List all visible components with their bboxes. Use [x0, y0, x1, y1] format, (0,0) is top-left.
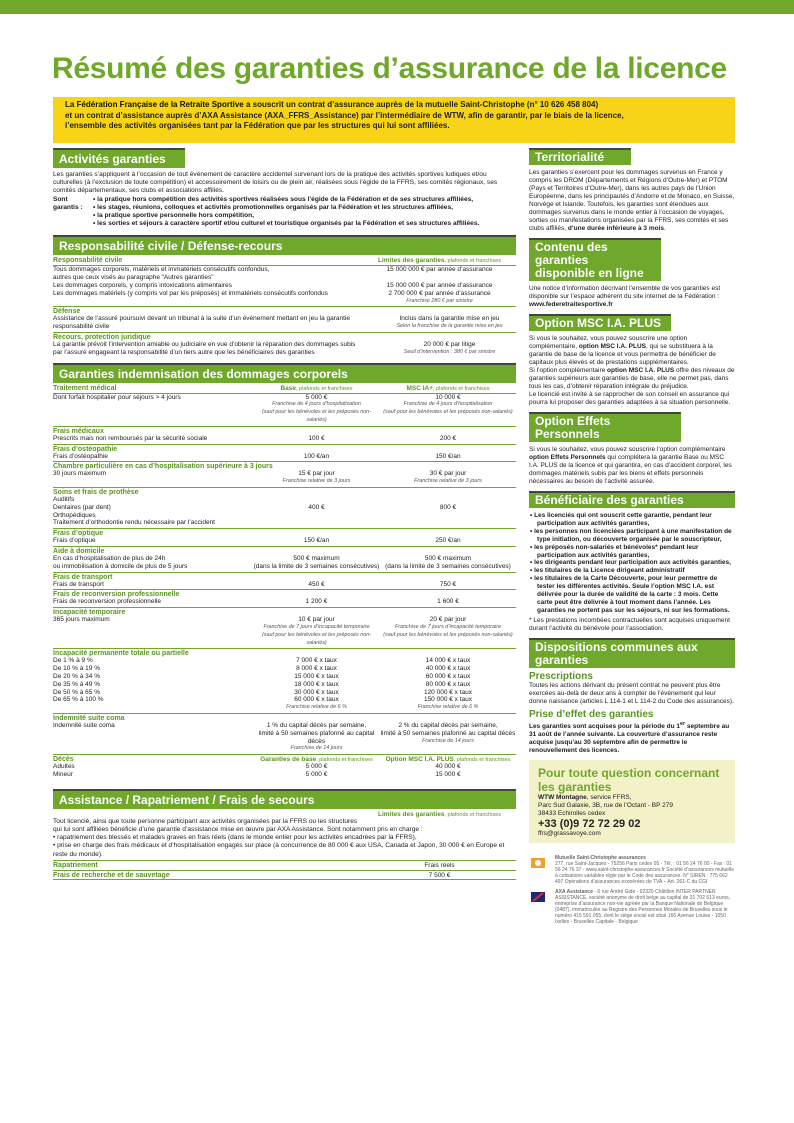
ipp-label: De 50 % à 65 % [53, 688, 100, 696]
osteo-base: 100 €/an [303, 452, 330, 460]
prise-effet-sup: er [680, 720, 686, 727]
section-assist-heading: Assistance / Rapatriement / Frais de secours [53, 789, 516, 809]
deces-msc: 40 000 € [435, 763, 461, 771]
effets-text-1: Si vous le souhaitez, vous pouvez souscrire l’option complémentaire [529, 446, 726, 453]
msc-header [380, 385, 516, 392]
reconv-heading: Frais de reconversion professionnelle [53, 589, 516, 598]
osteo-msc: 150 €/an [435, 452, 461, 460]
sauvetage-row [53, 870, 516, 880]
territorialite-duree: d’une durée inférieure à 3 mois [567, 225, 664, 232]
incap-base-cell [253, 616, 380, 647]
aide-base [253, 555, 380, 571]
coma-base-2: limité à 50 semaines plafonné au capital décès [258, 729, 375, 745]
msc-block [529, 314, 735, 407]
coma-base-1: 1 % du capital décès par semaine, [266, 721, 367, 729]
ipp-base: 60 000 € x taux [294, 696, 339, 704]
activite-item: • les stages, réunions, colloques et activités promotionnelles organisés par la Fédération et les structures affiliées, [93, 203, 453, 211]
intro-text-1b: a souscrit un contrat d’assurance auprès de la mutuelle Saint-Christophe (n° 10 626 458 804) [243, 100, 599, 109]
rc-row-label: Les dommages matériels (y compris vol par les préposés) et immatériels consécutifs confondus [53, 289, 328, 297]
msc-text-1: Si vous le souhaitez, vous pouvez souscrire une option complémentaire, [529, 335, 688, 350]
territorialite-block [529, 148, 735, 233]
deces-heading: Décès [53, 756, 74, 764]
msc-option-name: option MSC I.A. PLUS [578, 343, 647, 350]
beneficiaire-item: • les préposés non-salariés et bénévoles* pendant leur participation aux activités garanties, [530, 543, 699, 559]
beneficiaires-heading: Bénéficiaire des garanties [529, 491, 735, 508]
deces-base-label: Garanties de base [260, 756, 317, 764]
beneficiaire-item: • Les licenciés qui ont souscrit cette garantie, pendant leur participation aux activités garanties, [530, 512, 712, 527]
recours-row [53, 341, 516, 357]
incap-note-1: Franchise de 7 jours d’incapacité temporaire [394, 623, 502, 630]
incap-msc-cell [380, 616, 516, 647]
optique-row [53, 537, 516, 545]
aide-label-2: ou immobilisation à domicile de plus de 5 jours [53, 562, 188, 570]
forfait-row [53, 394, 516, 425]
contact-address-1: Parc Sud Galaxie, 3B, rue de l’Octant - BP 279 [538, 801, 674, 809]
federation-name: Fédération Française de la Retraite Sportive [76, 100, 244, 109]
msc-text-3: Le licencié est invité à se rapprocher de son conseil en assurance qui pourra lui proposer des garanties adaptées à sa situation personnelle. [529, 391, 731, 406]
reconv-row [53, 598, 516, 606]
legal-axa-text [555, 889, 735, 925]
incap-msc: 20 € par jour [429, 616, 467, 624]
soins-heading: Soins et frais de prothèse [53, 487, 516, 496]
rapatriement-value: Frais réels [424, 861, 455, 869]
prise-effet-text [529, 720, 735, 755]
ipp-base: 8 000 € x taux [296, 665, 337, 673]
aide-base-1: 500 € maximum [293, 554, 340, 562]
forfait-note-2: (sauf pour les bénévoles et les préposés non-salariés) [383, 409, 513, 416]
msc-label: MSC IA+ [406, 384, 433, 392]
ipp-msc: 80 000 € x taux [425, 680, 471, 688]
base-suffix: , plafonds et franchises [295, 385, 353, 392]
contenu-url[interactable]: www.federetraitesportive.fr [529, 301, 613, 308]
territorialite-text [529, 169, 735, 233]
frais-medicaux-row [53, 435, 516, 443]
deces-header-row [53, 754, 516, 763]
transport-heading: Frais de transport [53, 572, 516, 581]
rc-row-value: 15 000 000 € par année d’assurance [386, 266, 493, 274]
forfait-base [253, 394, 380, 425]
forfait-msc-value: 10 000 € [435, 393, 461, 401]
section-indem-heading: Garanties indemnisation des dommages corporels [53, 363, 516, 383]
deces-row [53, 763, 516, 771]
contact-heading-2: les garanties [538, 779, 612, 794]
soins-item: Dentaires (par dent) [53, 503, 111, 511]
transport-msc: 750 € [439, 580, 457, 588]
chambre-msc-cell [380, 470, 516, 486]
activites-list [53, 196, 516, 229]
beneficiaire-item: • les dirigeants pendant leur participation aux activités garanties, [530, 559, 731, 567]
base-label: Base [280, 384, 296, 392]
aide-label-1: En cas d’hospitalisation de plus de 24h [53, 554, 166, 562]
reconv-base: 1 200 € [305, 598, 328, 606]
beneficiaire-item: • les personnes non licenciées participant à une manifestation de type initiation, ou découverte organisée par le souscripteur, [530, 527, 732, 543]
top-band [0, 0, 794, 14]
franchise-3j: Franchise relative de 3 jours [414, 478, 482, 485]
beneficiaire-item: • les titulaires de la Carte Découverte, pour leur permettre de tester les différentes activités. Seule l’option MSC I.A. est délivrée pour la durée de validité de la carte : 3 mois. Cette carte peut être délivrée à tout moment dans l’année. Les garanties ne portent pas sur les séjours, ni sur les formations. [530, 575, 730, 614]
ipp-row [53, 657, 516, 665]
rc-franchise: Franchise 280 € par sinistre [406, 297, 473, 304]
rapatriement-heading: Rapatriement [53, 861, 98, 869]
rc-limits-label: Limites des garanties [377, 257, 445, 265]
reconv-msc: 1 600 € [437, 598, 459, 606]
optique-msc: 250 €/an [435, 537, 461, 545]
legal-axa-heading: AXA Assistance [555, 888, 593, 895]
incap-label: 365 jours maximum [53, 616, 110, 624]
prescriptions-heading: Prescriptions [529, 670, 593, 682]
effets-option-name: option Effets Personnels [529, 454, 606, 461]
ipp-msc: 40 000 € x taux [425, 665, 471, 673]
territorialite-text-1: Les garanties s’exercent pour les dommages survenus en France y compris les DROM (Départements et Régions d’Outre-Mer) et PTOM (Pays et Territoires d’Outre-Mer), dans les autres pays de l’Union Européenne, dans les principautés d’Andorre et de Monaco, en Suisse, Norvège et Islande. Toutefois, les garanties sont étendues aux dommages survenus dans le monde entier à l’occasion de voyages, sorties ou manifestations organisées par la FFRS, ses comités et ses clubs affiliés, [529, 169, 735, 232]
activite-item: • la pratique sportive personnelle hors compétition, [93, 212, 254, 220]
incap-note-2: (sauf pour les bénévoles et les préposés non-salariés) [383, 631, 513, 638]
ipp-msc: 120 000 € x taux [423, 688, 473, 696]
msc-text-2c: offre des niveaux de garanties supérieurs aux garanties de base, elle ne permet pas, dans tous les cas, d’obtenir réparation intégrale du préjudice. [529, 367, 735, 390]
deces-base-suffix: , plafonds et franchises [316, 757, 373, 764]
aide-labels [53, 555, 253, 571]
soins-msc: 800 € [439, 503, 457, 511]
aide-heading: Aide à domicile [53, 546, 516, 555]
frais-medicaux-label: Prescrits mais non remboursés par la sécurité sociale [53, 434, 208, 442]
forfait-label: Dont forfait hospitalier pour séjours > 4 jours [53, 393, 181, 401]
assist-limits-header [363, 811, 516, 818]
legal-mentions [529, 855, 735, 925]
ipp-label: De 20 % à 34 % [53, 672, 100, 680]
traitement-heading: Traitement médical [53, 384, 117, 392]
assist-limits-suffix: , plafonds et franchises [444, 811, 502, 818]
incap-note-1: Franchise de 7 jours d’incapacité temporaire [263, 623, 370, 630]
ipp-heading: Incapacité permanente totale ou partielle [53, 648, 516, 657]
aide-row [53, 555, 516, 571]
msc-suffix: , plafonds et franchises [432, 385, 490, 392]
deces-label: Adultes [53, 763, 75, 771]
chambre-label: 30 jours maximum [53, 470, 107, 478]
rc-row-value: 2 700 000 € par année d’assurance [388, 289, 491, 297]
rc-col-header: Responsabilité civile [53, 257, 123, 265]
soins-row [53, 496, 516, 527]
contact-email[interactable]: ffrs@grassavoye.com [538, 829, 601, 837]
ipp-base: 7 000 € x taux [296, 657, 337, 665]
transport-label: Frais de transport [53, 580, 104, 588]
rc-franchise-row [53, 298, 516, 306]
beneficiaires-block [529, 491, 735, 633]
beneficiaire-item: • les titulaires de la Licence dirigeant administratif [530, 567, 685, 575]
rc-row-label: autres que ceux visés au paragraphe “Autres garanties” [53, 274, 214, 282]
chambre-row [53, 470, 516, 486]
chambre-base: 15 € par jour [298, 470, 335, 478]
contenu-heading-1: Contenu des garanties [535, 240, 608, 267]
forfait-base-value: 5 000 € [305, 393, 328, 401]
optique-label: Frais d’optique [53, 537, 96, 545]
aide-msc-1: 500 € maximum [424, 554, 472, 562]
frais-medicaux-msc: 200 € [439, 434, 457, 442]
axa-logo [529, 889, 549, 905]
soins-item: Orthopédiques [53, 511, 96, 519]
coma-franchise: Franchise de 14 jours [290, 745, 343, 752]
ipp-row [53, 681, 516, 689]
prescriptions-text: Toutes les actions dérivant du présent contrat ne peuvent plus être exercées au-delà de deux ans à compter de l’événement qui leur donne naissance (articles L 114-1 et L 114-2 du Code des assurances). [529, 681, 734, 705]
beneficiaires-note: * Les prestations incombées contractuelles sont acquises uniquement durant l’activité du bénévole pour l’association. [529, 616, 730, 632]
recours-note: Seuil d’intervention : 380 € par sinistre [403, 348, 496, 355]
coma-label: Indemnité suite coma [53, 721, 115, 729]
coma-heading: Indemnité suite coma [53, 713, 516, 722]
defense-note: Selon la franchise de la garantie mise en jeu [396, 323, 503, 330]
indem-header-row [53, 384, 516, 392]
ipp-row [53, 689, 516, 697]
coma-msc-2: limité à 50 semaines plafonné au capital décès [380, 729, 516, 737]
ipp-franchise: Franchise relative de 6 % [286, 704, 347, 711]
ipp-row [53, 673, 516, 681]
effets-text [529, 446, 735, 486]
transport-base: 450 € [308, 580, 325, 588]
coma-msc-1: 2 % du capital décès par semaine, [398, 721, 498, 729]
intro-text-1a: La [65, 100, 77, 109]
sauvetage-value: 7 500 € [428, 871, 451, 879]
activite-item: • la pratique hors compétition des activités sportives réalisées sous l’égide de la Fédération et de ses structures affiliées, [93, 195, 474, 203]
dispositions-block [529, 638, 735, 755]
defense-values [383, 315, 516, 331]
recours-heading: Recours, protection juridique [53, 332, 516, 341]
aide-msc-2: (dans la limite de 3 semaines consécutives) [385, 562, 511, 570]
reconv-label: Frais de reconversion professionnelle [53, 598, 162, 606]
transport-row [53, 581, 516, 589]
defense-label: Assistance de l’assuré poursuivi devant un tribunal à la suite d’un événement mettant en jeu la garantie responsabilité civile [53, 315, 351, 331]
beneficiaires-list [529, 512, 735, 615]
ipp-franchise-row [53, 704, 516, 712]
frais-medicaux-base: 100 € [308, 434, 325, 442]
msc-option-name: option MSC I.A. PLUS [607, 367, 675, 374]
deces-base-header [253, 756, 380, 763]
territorialite-heading: Territorialité [529, 148, 631, 165]
legal-axa-body: - 6 rue André Gide - 92320 Châtillon INTER PARTNER ASSISTANCE, société anonyme de droit belge au capital de 31 702 613 euros, entreprise d’assurance non-vie agréée par la Banque Nationale de Belgique (0487), immatriculée au Registre des Personnes Morales de Bruxelles sous le numéro 415 591 055, dont le siège social est situé 166 Avenue Louise - 1050 Ixelles - Bruxelles Capitale - Belgique [555, 888, 731, 925]
osteo-row [53, 453, 516, 461]
ipp-base: 15 000 € x taux [294, 672, 339, 680]
contact-phone[interactable]: +33 (0)9 72 72 29 02 [538, 817, 641, 830]
deces-base: 5 000 € [305, 770, 328, 778]
osteo-heading: Frais d’ostéopathie [53, 444, 516, 453]
rc-row-value: 15 000 000 € par année d’assurance [386, 282, 493, 290]
incap-note-2: (sauf pour les bénévoles et les préposés non-salariés) [261, 631, 372, 646]
contact-address-2: 38433 Echirolles cedex [538, 809, 606, 817]
rc-row-label: Tous dommages corporels, matériels et immatériels consécutifs confondus, [53, 266, 270, 274]
legal-msc-heading: Mutuelle Saint-Christophe assurances [555, 854, 646, 861]
activite-item: • les sorties et séjours à caractère sportif et/ou culturel et touristique organisés par la Fédération et ses structures affiliées. [93, 220, 480, 228]
contact-service: , service FFRS, [586, 793, 632, 801]
ipp-franchise: Franchise relative de 6 % [417, 704, 479, 711]
ipp-label: De 35 % à 49 % [53, 680, 100, 688]
ipp-base: 18 000 € x taux [294, 680, 339, 688]
contact-name: WTW Montagne [538, 793, 587, 801]
forfait-note-1: Franchise de 4 jours d’hospitalisation [403, 401, 493, 408]
msc-heading: Option MSC I.A. PLUS [529, 314, 671, 331]
dispositions-heading: Dispositions communes aux garanties [529, 638, 735, 668]
page-title: Résumé des garanties d’assurance de la licence [52, 52, 727, 85]
rc-limits-suffix: , plafonds et franchises [444, 258, 502, 265]
msc-text [529, 335, 735, 407]
contenu-heading-2: disponible en ligne [535, 266, 644, 280]
aide-msc [380, 555, 516, 571]
contact-org [538, 794, 726, 802]
msc-text-2: Si l’option complémentaire [529, 367, 608, 374]
territorialite-end: . [664, 225, 666, 232]
sauvetage-heading: Frais de recherche et de sauvetage [53, 871, 170, 879]
soins-item: Auditifs [53, 495, 75, 503]
assist-limits-label: Limites des garanties [377, 810, 445, 818]
contenu-desc: Une notice d’information décrivant l’ensemble de vos garanties est disponible sur l’espace adhérent du site internet de la Fédération : [529, 285, 721, 300]
activites-text: Les garanties s’appliquent à l’occasion de tout événement de caractère accidentel survenant lors de la pratique des activités sportives ludiques et/ou culturelles (à l’exclusion de toute compétition) et accessoirement de loisirs ou de plein air, réalisées sous l’égide de la FFRS, ses comités régionaux, ses comités départementaux, ses clubs et associations affiliés. [53, 171, 498, 195]
deces-msc-suffix: , plafonds et franchises [453, 757, 511, 764]
ipp-msc: 150 000 € x taux [423, 696, 473, 704]
msc-text-1c: , qui se substituera à la garantie de base de la licence et vous permettra de bénéficier de capitaux plus élevés et de prestations supplémentaires. [529, 343, 716, 366]
intro-text-2: et un contrat d’assistance auprès d’AXA Assistance (AXA_FFRS_Assistance) par l’intermédiaire de WTW, afin de garantir, par le biais de la licence, [65, 110, 624, 120]
contenu-block [529, 238, 735, 309]
deces-msc-header [380, 756, 516, 763]
optique-heading: Frais d’optique [53, 528, 516, 537]
saint-christophe-logo [529, 855, 549, 871]
deces-base: 5 000 € [305, 763, 328, 771]
contenu-text [529, 285, 735, 309]
forfait-note-2: (sauf pour les bénévoles et les préposés non-salariés) [261, 409, 372, 423]
contact-box [529, 760, 735, 843]
forfait-note-1: Franchise de 4 jours d’hospitalisation [272, 401, 361, 408]
coma-base [253, 722, 380, 753]
ipp-label: De 10 % à 19 % [53, 665, 100, 673]
rc-row-label: Les dommages corporels, y compris intoxications alimentaires [53, 282, 232, 290]
osteo-label: Frais d’ostéopathie [53, 452, 108, 460]
deces-msc-label: Option MSC I.A. PLUS [385, 756, 454, 764]
optique-base: 150 €/an [303, 537, 330, 545]
frais-medicaux-heading: Frais médicaux [53, 426, 516, 435]
prise-effet-text-2: septembre au 31 août de l’année suivante. La couverture d’assurance reste acquise jusqu’au 30 septembre afin de permettre le renouvellement des licences. [529, 722, 730, 754]
franchise-3j: Franchise relative de 3 jours [282, 478, 351, 485]
defense-value: Inclus dans la garantie mise en jeu [399, 315, 500, 323]
prise-effet-heading: Prise d’effet des garanties [529, 708, 654, 720]
soins-items [53, 496, 253, 527]
ipp-base: 30 000 € x taux [294, 688, 339, 696]
assist-header-row [53, 810, 516, 818]
defense-row [53, 315, 516, 331]
forfait-msc [380, 394, 516, 425]
prise-effet-text-1: Les garanties sont acquises pour la période du 1 [529, 722, 680, 730]
sont-garantis-label: Sont garantis : [53, 195, 83, 211]
defense-heading: Défense [53, 306, 516, 315]
left-column [53, 148, 516, 880]
coma-row [53, 722, 516, 753]
assist-line: Tout licencié, ainsi que toute personne participant aux activités organisées par la FFRS ou les structures [53, 817, 358, 825]
aide-base-2: (dans la limite de 3 semaines consécutives) [253, 562, 380, 570]
rc-row [53, 282, 516, 290]
right-column [529, 148, 735, 929]
rc-header-row [53, 256, 516, 264]
incap-row [53, 616, 516, 647]
effets-heading: Option Effets Personnels [529, 412, 681, 442]
assist-line: qui lui sont affiliées bénéficie d’une garantie d’assistance mise en œuvre par AXA Assistance. Sont notamment pris en charge : [53, 825, 423, 833]
legal-msc [529, 855, 735, 885]
section-activites-heading: Activités garanties [53, 148, 185, 168]
ipp-row [53, 696, 516, 704]
rc-row [53, 274, 516, 282]
incap-base: 10 € par jour [298, 616, 335, 624]
contact-heading-1: Pour toute question concernant [538, 765, 720, 780]
contenu-heading [529, 238, 661, 281]
effets-text-2: qui complétera la garantie Base ou MSC I.A. PLUS de la licence et qui garantira, en cas d’accident corporel, les dommages matériels subis par les biens et effets personnels nécessaires au besoin de l’activité assurée. [529, 454, 732, 485]
ipp-row [53, 665, 516, 673]
incap-heading: Incapacité temporaire [53, 607, 516, 616]
assist-line: • rapatriement des blessés et malades graves en frais réels (dans le monde entier pour les activités encadrées par la FFRS), [53, 834, 417, 842]
chambre-base-cell [253, 470, 380, 486]
base-header [253, 385, 380, 392]
recours-values [383, 341, 516, 357]
ipp-msc: 60 000 € x taux [425, 672, 471, 680]
intro-banner [53, 97, 735, 143]
effets-block [529, 412, 735, 486]
ipp-label: De 65 % à 100 % [53, 696, 104, 704]
recours-value: 20 000 € par litige [423, 341, 476, 348]
ipp-label: De 1 % à 9 % [53, 657, 93, 665]
coma-msc [380, 722, 516, 753]
coma-franchise: Franchise de 14 jours [422, 737, 474, 744]
assist-line: • prise en charge des frais médicaux et d’hospitalisation engagés sur place (à concurrence de 80 000 € aux USA, Canada et Japon, 30 000 € en Europe et reste du monde). [53, 842, 505, 858]
deces-label: Mineur [53, 770, 73, 778]
soins-item: Traitement d’orthodontie rendu nécessaire par l’accident [53, 519, 215, 527]
chambre-heading: Chambre particulière en cas d’hospitalisation supérieure à 3 jours [53, 461, 516, 470]
intro-text-3: l’ensemble des activités organisées tant par la Fédération que par les structures qui lui sont affiliées. [65, 121, 450, 130]
rc-row [53, 290, 516, 298]
legal-axa [529, 889, 735, 925]
legal-msc-text [555, 855, 735, 885]
soins-base: 400 € [308, 503, 325, 511]
legal-msc-body: 277, rue Saint-Jacques - 75256 Paris cedex 05 - Tél. : 01 56 24 76 00 - Fax : 01 56 24 76 37 - www.saint-christophe-assurances.fr Société d’assurances mutuelle à cotisations variables régie par le Code des assurances. N° SIREN : 775 662 497 Opérations d’assurances exonérées de TVA – Art. 261-C du CGI [555, 860, 734, 885]
chambre-msc: 30 € par jour [429, 470, 467, 478]
deces-row [53, 771, 516, 779]
ipp-msc: 14 000 € x taux [425, 657, 471, 665]
rc-row-value [363, 274, 516, 282]
section-rc-heading: Responsabilité civile / Défense-recours [53, 235, 516, 255]
recours-label: La garantie prévoit l’intervention amiable ou judiciaire en vue d’obtenir la réparation des dommages subis par l’assuré engageant la responsabilité d’un tiers autre que les bénéficiaires des garanties [53, 341, 356, 356]
rc-row [53, 266, 516, 274]
rc-limits-header [363, 257, 516, 264]
rapatriement-row [53, 860, 516, 869]
activites-items [93, 196, 516, 229]
deces-msc: 15 000 € [435, 770, 461, 778]
